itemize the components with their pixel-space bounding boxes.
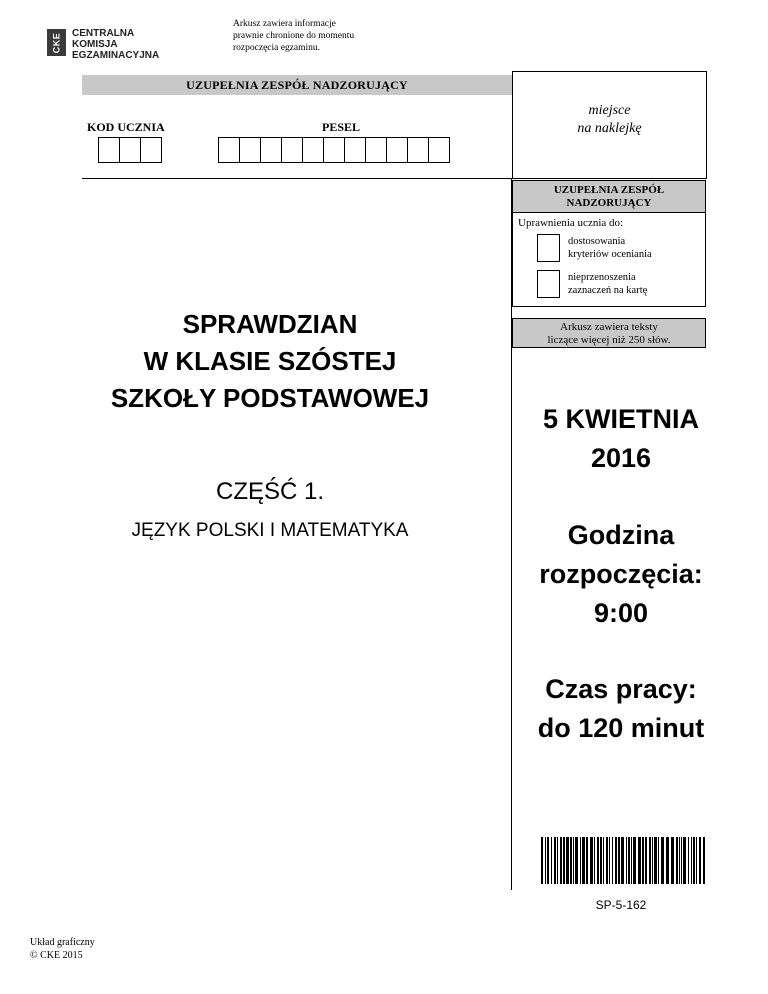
- option-text: kryteriów oceniania: [568, 249, 652, 260]
- part-number: CZĘŚĆ 1.: [215, 478, 325, 505]
- start-line: Godzina: [567, 520, 675, 550]
- logo-line: KOMISJA: [72, 39, 118, 50]
- texts-line: liczące więcej niż 250 słów.: [547, 334, 671, 346]
- adapted-criteria-checkbox[interactable]: [537, 234, 560, 262]
- pesel-box[interactable]: [344, 137, 366, 163]
- exam-duration: [512, 670, 730, 748]
- pesel-box[interactable]: [386, 137, 408, 163]
- pesel-box[interactable]: [323, 137, 345, 163]
- duration-line: Czas pracy:: [545, 674, 697, 704]
- pesel-box[interactable]: [281, 137, 303, 163]
- student-code-label: KOD UCZNIA: [87, 120, 165, 134]
- cke-logo: [47, 26, 177, 60]
- pesel-box[interactable]: [407, 137, 429, 163]
- pesel-box[interactable]: [365, 137, 387, 163]
- student-code-box[interactable]: [140, 137, 162, 163]
- notice-line: Arkusz zawiera informacje: [233, 19, 336, 29]
- sticker-area: [512, 71, 707, 179]
- exam-date: [512, 400, 730, 478]
- rights-heading: [512, 180, 706, 213]
- option-text: nieprzenoszenia: [568, 272, 636, 283]
- pesel-box[interactable]: [218, 137, 240, 163]
- footer: [30, 936, 95, 962]
- title-line: SZKOŁY PODSTAWOWEJ: [110, 383, 430, 413]
- adapted-criteria-label: [568, 235, 652, 261]
- footer-line: Układ graficzny: [30, 937, 95, 948]
- start-time: [512, 516, 730, 633]
- cke-logo-mark: CKE: [47, 29, 66, 56]
- student-code-field[interactable]: [98, 137, 162, 163]
- rights-title: Uprawnienia ucznia do:: [518, 217, 624, 229]
- part-subject: JĘZYK POLSKI I MATEMATYKA: [131, 520, 409, 541]
- title-line: W KLASIE SZÓSTEJ: [143, 346, 397, 376]
- notice-line: rozpoczęcia egzaminu.: [233, 43, 321, 53]
- title-line: SPRAWDZIAN: [182, 309, 358, 339]
- sticker-label-line2: na naklejkę: [577, 121, 642, 136]
- option-text: dostosowania: [568, 236, 626, 247]
- logo-line: CENTRALNA: [72, 28, 135, 39]
- confidential-notice: [233, 18, 354, 54]
- supervisor-header-band: UZUPEŁNIA ZESPÓŁ NADZORUJĄCY: [82, 75, 512, 95]
- logo-line: EGZAMINACYJNA: [72, 50, 160, 61]
- pesel-box[interactable]: [428, 137, 450, 163]
- option-text: zaznaczeń na kartę: [568, 285, 648, 296]
- pesel-box[interactable]: [302, 137, 324, 163]
- pesel-box[interactable]: [260, 137, 282, 163]
- exam-title: [84, 306, 456, 417]
- footer-line: © CKE 2015: [30, 950, 83, 961]
- student-code-box[interactable]: [98, 137, 120, 163]
- pesel-field[interactable]: [218, 137, 450, 163]
- rights-heading-line: UZUPEŁNIA ZESPÓŁ: [553, 184, 665, 196]
- header-divider: [82, 178, 512, 179]
- date-line: 5 KWIETNIA: [542, 404, 699, 434]
- pesel-label: PESEL: [322, 120, 361, 134]
- student-rights-box: [512, 213, 706, 307]
- date-line: 2016: [590, 443, 652, 473]
- notice-line: prawnie chronione do momentu: [233, 31, 355, 41]
- start-line: rozpoczęcia:: [539, 559, 703, 589]
- texts-line: Arkusz zawiera teksty: [560, 321, 658, 333]
- exam-part: [84, 478, 456, 544]
- pesel-box[interactable]: [239, 137, 261, 163]
- duration-line: do 120 minut: [537, 713, 705, 743]
- no-transfer-label: [568, 271, 647, 297]
- sticker-label-line1: miejsce: [588, 103, 631, 118]
- rights-heading-line: NADZORUJĄCY: [566, 197, 652, 209]
- start-line: 9:00: [593, 598, 649, 628]
- cke-logo-text: [72, 28, 159, 61]
- barcode-text: SP-5-162: [595, 898, 647, 912]
- long-texts-notice: [512, 318, 706, 348]
- no-transfer-checkbox[interactable]: [537, 270, 560, 298]
- student-code-box[interactable]: [119, 137, 141, 163]
- barcode: [541, 837, 707, 884]
